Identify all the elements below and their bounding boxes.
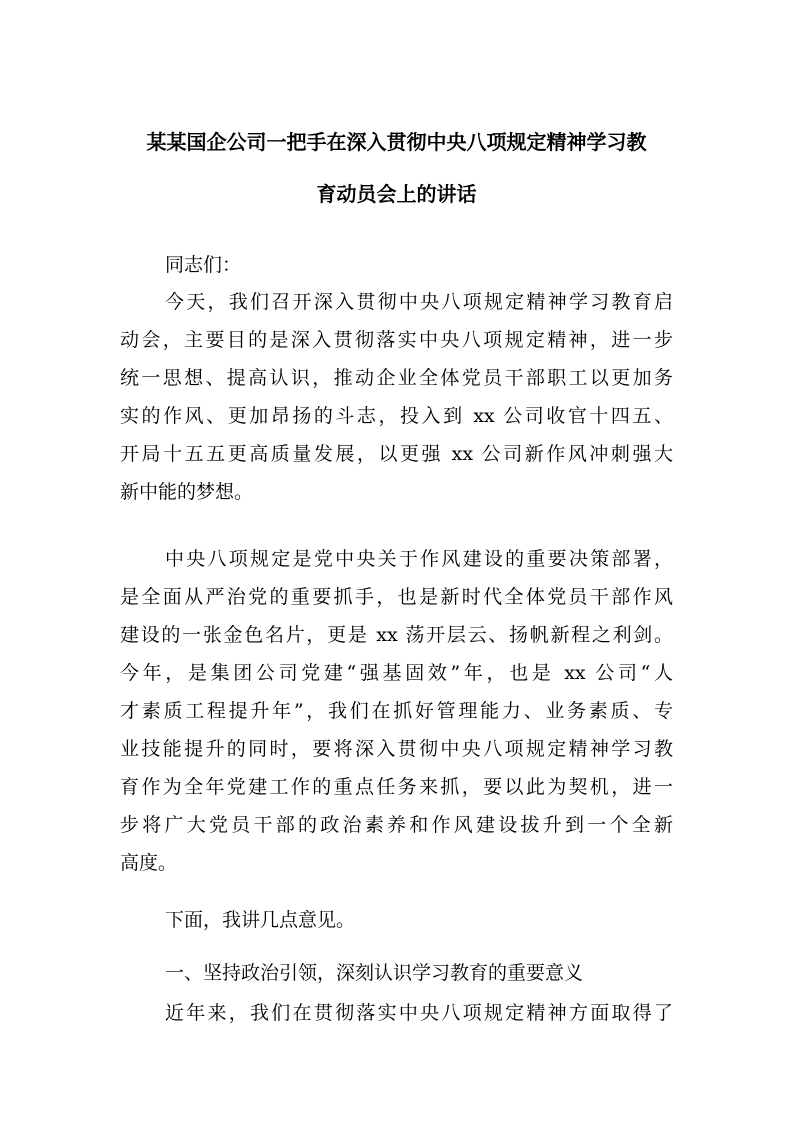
paragraph-line: 是全面从严治党的重要抓手，也是新时代全体党员干部作风 [120,586,673,608]
paragraph-line: 实的作风、更加昂扬的斗志，投入到 xx 公司收官十四五、 [120,405,673,427]
paragraph-line: 今年，是集团公司党建“强基固效”年，也是 xx 公司“人 [120,662,673,684]
document-title-line-2: 育动员会上的讲话 [316,182,477,206]
paragraph-line: 建设的一张金色名片，更是 xx 荡开层云、扬帆新程之利剑。 [120,624,673,646]
paragraph-line: 下面，我讲几点意见。 [165,909,356,931]
paragraph-line: 统一思想、提高认识，推动企业全体党员干部职工以更加务 [120,367,673,389]
section-heading: 一、坚持政治引领，深刻认识学习教育的重要意义 [165,962,584,984]
salutation: 同志们： [165,254,242,276]
paragraph-line: 新中能的梦想。 [120,481,254,503]
paragraph-line: 开局十五五更高质量发展，以更强 xx 公司新作风冲刺强大 [120,443,673,465]
paragraph-line: 动会，主要目的是深入贯彻落实中央八项规定精神，进一步 [120,329,673,351]
paragraph-line: 近年来，我们在贯彻落实中央八项规定精神方面取得了 [165,1002,673,1024]
paragraph-line: 中央八项规定是党中央关于作风建设的重要决策部署， [165,548,673,570]
paragraph-line: 步将广大党员干部的政治素养和作风建设拔升到一个全新 [120,814,673,836]
paragraph-line: 今天，我们召开深入贯彻中央八项规定精神学习教育启 [165,291,673,313]
paragraph-line: 高度。 [120,852,178,874]
document-title-line-1: 某某国企公司一把手在深入贯彻中央八项规定精神学习教 [146,130,647,154]
paragraph-line: 业技能提升的同时，要将深入贯彻中央八项规定精神学习教 [120,738,673,760]
paragraph-line: 才素质工程提升年”，我们在抓好管理能力、业务素质、专 [120,700,673,722]
paragraph-line: 育作为全年党建工作的重点任务来抓，要以此为契机，进一 [120,776,673,798]
